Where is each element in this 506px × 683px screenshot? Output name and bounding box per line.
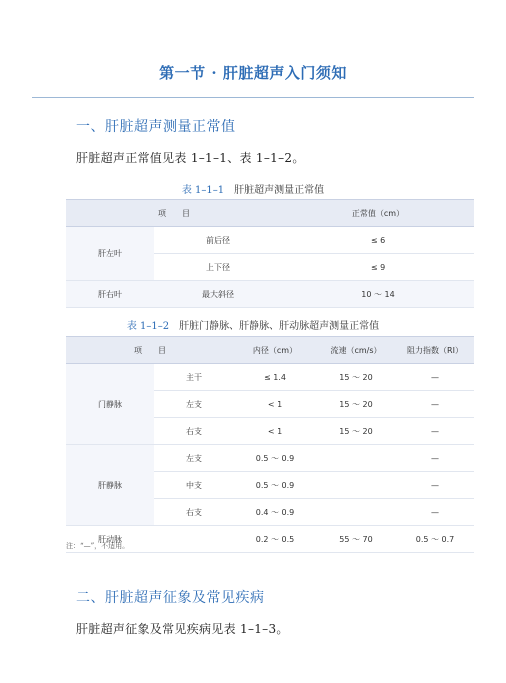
row-diameter: ≤ 1.4 xyxy=(234,364,316,391)
table-row xyxy=(66,364,474,391)
row-item: 左支 xyxy=(154,391,234,418)
row-velocity: 15 ～ 20 xyxy=(316,364,396,391)
section-heading-2: 二、肝脏超声征象及常见疾病 xyxy=(76,590,265,606)
table1-header-value: 正常值（cm） xyxy=(282,200,474,227)
row-diameter: 0.4 ～ 0.9 xyxy=(234,499,316,526)
table2-header-velocity: 流速（cm/s） xyxy=(316,337,396,364)
row-ri: — xyxy=(396,472,474,499)
section-heading-1: 一、肝脏超声测量正常值 xyxy=(76,119,236,135)
row-velocity: 55 ～ 70 xyxy=(316,526,396,553)
row-item: 最大斜径 xyxy=(154,281,282,308)
row-ri: — xyxy=(396,418,474,445)
section-body-1: 肝脏超声正常值见表 1–1–1、表 1–1–2。 xyxy=(76,151,305,165)
row-item: 左支 xyxy=(154,445,234,472)
title-divider xyxy=(32,97,474,98)
row-ri: — xyxy=(396,499,474,526)
table2-header-diameter: 内径（cm） xyxy=(234,337,316,364)
row-item xyxy=(154,526,234,553)
group-left-lobe: 肝左叶 xyxy=(66,227,154,281)
table2-note: 注：“—”，不适用。 xyxy=(66,542,130,550)
table1-header-item: 项 目 xyxy=(66,200,282,227)
row-ri: — xyxy=(396,364,474,391)
row-diameter: < 1 xyxy=(234,418,316,445)
row-velocity xyxy=(316,445,396,472)
row-velocity xyxy=(316,472,396,499)
row-velocity: 15 ～ 20 xyxy=(316,391,396,418)
group-hepatic-vein: 肝静脉 xyxy=(66,445,154,526)
row-ri: — xyxy=(396,391,474,418)
table2-title: 肝脏门静脉、肝静脉、肝动脉超声测量正常值 xyxy=(179,321,380,332)
row-item: 主干 xyxy=(154,364,234,391)
row-item: 中支 xyxy=(154,472,234,499)
row-value: ≤ 9 xyxy=(282,254,474,281)
group-portal-vein: 门静脉 xyxy=(66,364,154,445)
row-velocity xyxy=(316,499,396,526)
row-diameter: < 1 xyxy=(234,391,316,418)
row-diameter: 0.2 ～ 0.5 xyxy=(234,526,316,553)
table2-caption xyxy=(0,317,506,332)
section-body-2: 肝脏超声征象及常见疾病见表 1–1–3。 xyxy=(76,622,289,636)
row-velocity: 15 ～ 20 xyxy=(316,418,396,445)
group-right-lobe: 肝右叶 xyxy=(66,281,154,308)
table2-number: 表 1–1–2 xyxy=(126,321,170,332)
table2-header-item: 项 目 xyxy=(66,337,234,364)
row-diameter: 0.5 ～ 0.9 xyxy=(234,472,316,499)
table-row xyxy=(66,227,474,254)
table2 xyxy=(66,336,474,553)
table1 xyxy=(66,199,474,308)
group-hepatic-artery: 肝动脉 xyxy=(66,526,154,553)
row-item: 上下径 xyxy=(154,254,282,281)
table1-title: 肝脏超声测量正常值 xyxy=(234,185,325,196)
row-item: 右支 xyxy=(154,499,234,526)
table-row xyxy=(66,445,474,472)
table1-caption xyxy=(0,181,506,196)
row-ri: 0.5 ～ 0.7 xyxy=(396,526,474,553)
table-row xyxy=(66,281,474,308)
table1-header-row xyxy=(66,200,474,227)
row-item: 右支 xyxy=(154,418,234,445)
page-title: 第一节 · 肝脏超声入门须知 xyxy=(159,64,347,82)
table2-header-row xyxy=(66,337,474,364)
table2-header-ri: 阻力指数（RI） xyxy=(396,337,474,364)
row-ri: — xyxy=(396,445,474,472)
row-diameter: 0.5 ～ 0.9 xyxy=(234,445,316,472)
table1-number: 表 1–1–1 xyxy=(181,185,225,196)
row-item: 前后径 xyxy=(154,227,282,254)
row-value: 10 ～ 14 xyxy=(282,281,474,308)
row-value: ≤ 6 xyxy=(282,227,474,254)
